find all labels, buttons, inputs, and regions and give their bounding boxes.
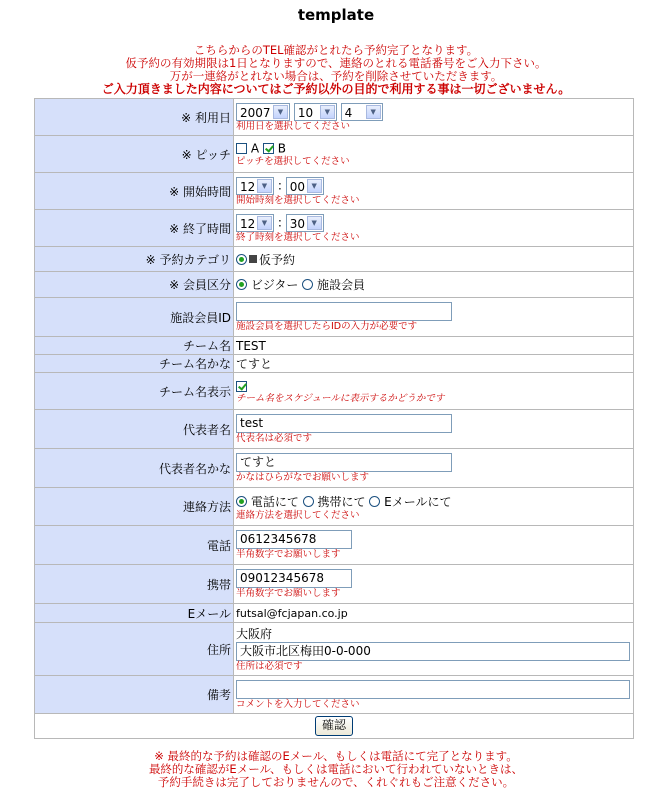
contact-hint: 連絡方法を選択してください — [236, 509, 360, 521]
member-label: 施設会員 — [317, 278, 366, 292]
remarks-label: 備考 — [35, 676, 234, 714]
footer-line-1: ※ 最終的な予約は確認のEメール、もしくは電話にて完了となります。 — [154, 749, 518, 763]
row-email — [35, 604, 634, 623]
row-confirm — [35, 714, 634, 739]
rep-name-input[interactable]: test — [236, 414, 452, 433]
start-minute-select[interactable]: 00 ▼ — [286, 177, 324, 195]
member-radio[interactable] — [302, 279, 313, 290]
rep-name-label: 代表者名 — [35, 410, 234, 449]
prefecture-value: 大阪府 — [236, 626, 273, 641]
chevron-down-icon: ▼ — [273, 105, 288, 119]
row-phone — [35, 526, 634, 565]
date-hint: 利用日を選択してください — [236, 120, 351, 132]
contact-phone-radio[interactable] — [236, 496, 247, 507]
rep-name-hint: 代表名は必須です — [236, 433, 313, 444]
mobile-hint: 半角数字でお願いします — [236, 588, 341, 599]
email-value: futsal@fcjapan.co.jp — [234, 604, 634, 623]
chevron-down-icon: ▼ — [257, 179, 272, 193]
row-rep-kana — [35, 449, 634, 488]
row-team-display — [35, 373, 634, 410]
pitch-b-label: B — [277, 141, 286, 156]
phone-hint: 半角数字でお願いします — [236, 549, 341, 560]
remarks-hint: コメントを入力してください — [236, 698, 360, 710]
row-rep-name — [35, 410, 634, 449]
end-minute-select[interactable]: 30 ▼ — [286, 214, 324, 232]
address-label: 住所 — [35, 623, 234, 676]
team-display-hint: チーム名をスケジュールに表示するかどうかです — [236, 392, 445, 404]
phone-label: 電話 — [35, 526, 234, 565]
pitch-a-label: A — [250, 141, 260, 156]
square-icon — [249, 255, 257, 263]
notice-line-3: 万が一連絡がとれない場合は、予約を削除させていただきます。 — [169, 69, 503, 83]
row-pitch — [35, 136, 634, 173]
year-select[interactable]: 2007 ▼ — [236, 103, 290, 121]
end-time-label: ※ 終了時間 — [35, 210, 234, 247]
team-name-value: TEST — [234, 337, 634, 355]
start-hour-select[interactable]: 12 ▼ — [236, 177, 274, 195]
mobile-input[interactable]: 09012345678 — [236, 569, 352, 588]
row-member-type — [35, 272, 634, 298]
address-input[interactable]: 大阪市北区梅田0-0-000 — [236, 642, 630, 661]
visitor-radio[interactable] — [236, 279, 247, 290]
start-time-separator: : — [277, 178, 282, 192]
team-name-label: チーム名 — [35, 337, 234, 355]
contact-email-label: Eメールにて — [384, 494, 452, 509]
row-team-kana — [35, 355, 634, 373]
contact-email-radio[interactable] — [369, 496, 380, 507]
start-time-label: ※ 開始時間 — [35, 173, 234, 210]
member-id-input[interactable] — [236, 302, 452, 321]
chevron-down-icon: ▼ — [307, 216, 322, 230]
rep-kana-label: 代表者名かな — [35, 449, 234, 488]
row-address — [35, 623, 634, 676]
chevron-down-icon: ▼ — [320, 105, 335, 119]
rep-kana-input[interactable]: てすと — [236, 453, 452, 472]
address-hint: 住所は必須です — [236, 660, 303, 672]
contact-mobile-label: 携帯にて — [317, 494, 366, 509]
end-hour-select[interactable]: 12 ▼ — [236, 214, 274, 232]
notice-line-2: 仮予約の有効期限は1日となりますので、連絡のとれる電話番号をご入力下さい。 — [125, 56, 547, 70]
notice-line-1: こちらからのTEL確認がとれたら予約完了となります。 — [193, 43, 479, 57]
pitch-label: ※ ピッチ — [35, 136, 234, 173]
row-date — [35, 99, 634, 136]
email-label: Eメール — [35, 604, 234, 623]
rep-kana-hint: かなはひらがなでお願いします — [236, 472, 370, 483]
member-type-label: ※ 会員区分 — [35, 272, 234, 298]
footer-notice — [0, 750, 672, 789]
row-end-time — [35, 210, 634, 247]
phone-input[interactable]: 0612345678 — [236, 530, 352, 549]
reservation-form — [34, 98, 634, 739]
contact-phone-label: 電話にて — [250, 494, 299, 509]
member-id-label: 施設会員ID — [35, 298, 234, 337]
confirm-button[interactable]: 確認 — [315, 716, 353, 736]
row-mobile — [35, 565, 634, 604]
notice-block — [0, 44, 672, 96]
row-remarks — [35, 676, 634, 714]
notice-line-4: ご入力頂きました内容についてはご予約以外の目的で利用する事は一切ございません。 — [101, 82, 571, 96]
contact-mobile-radio[interactable] — [303, 496, 314, 507]
chevron-down-icon: ▼ — [257, 216, 272, 230]
team-display-checkbox[interactable] — [236, 381, 247, 392]
pitch-b-checkbox[interactable] — [263, 143, 274, 154]
page-title: template — [297, 6, 375, 24]
mobile-label: 携帯 — [35, 565, 234, 604]
chevron-down-icon: ▼ — [307, 179, 322, 193]
visitor-label: ビジター — [250, 278, 299, 292]
row-contact — [35, 488, 634, 526]
month-select[interactable]: 10 ▼ — [294, 103, 337, 121]
category-radio[interactable] — [236, 254, 247, 265]
contact-label: 連絡方法 — [35, 488, 234, 526]
footer-line-3: 予約手続きは完了しておりませんので、くれぐれもご注意ください。 — [157, 775, 515, 789]
row-member-id — [35, 298, 634, 337]
member-id-hint: 施設会員を選択したらIDの入力が必要です — [236, 321, 418, 332]
remarks-input[interactable] — [236, 680, 630, 699]
end-time-hint: 終了時刻を選択してください — [236, 231, 360, 243]
chevron-down-icon: ▼ — [366, 105, 381, 119]
row-team-name — [35, 337, 634, 355]
pitch-a-checkbox[interactable] — [236, 143, 247, 154]
date-label: ※ 利用日 — [35, 99, 234, 136]
footer-line-2: 最終的な確認がEメール、もしくは電話において行われていないときは、 — [148, 762, 524, 776]
category-label: ※ 予約カテゴリ — [35, 247, 234, 272]
end-time-separator: : — [277, 215, 282, 229]
row-category — [35, 247, 634, 272]
team-display-label: チーム名表示 — [35, 373, 234, 410]
team-kana-value: てすと — [234, 355, 634, 373]
row-start-time — [35, 173, 634, 210]
category-option-label: 仮予約 — [259, 252, 296, 267]
start-time-hint: 開始時刻を選択してください — [236, 194, 360, 206]
pitch-hint: ピッチを選択してください — [236, 155, 350, 167]
team-kana-label: チーム名かな — [35, 355, 234, 373]
day-select[interactable]: 4 ▼ — [341, 103, 383, 121]
